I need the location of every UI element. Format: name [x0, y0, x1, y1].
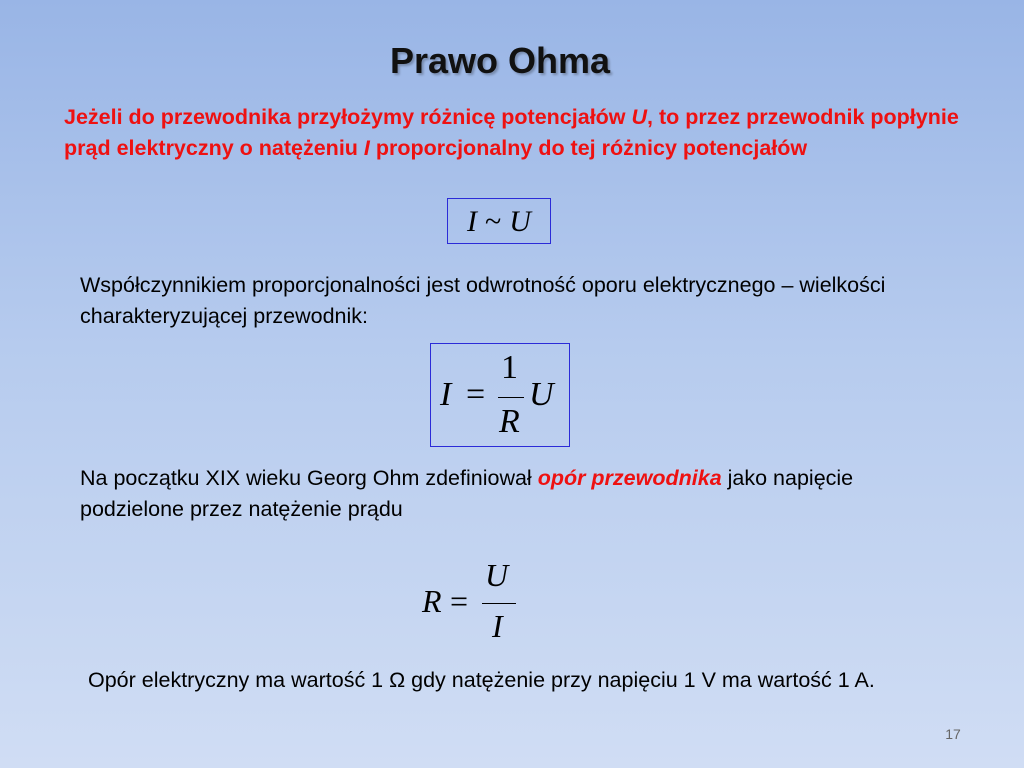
- formula-ohm-denominator: R: [499, 403, 520, 440]
- intro-statement: [64, 102, 964, 164]
- formula-proportional-operator: ~: [485, 205, 502, 238]
- formula-ohm: [430, 343, 570, 447]
- formula-resistance-denominator: I: [492, 608, 503, 644]
- intro-text-3: proporcjonalny do tej różnicy potencjałów: [369, 136, 808, 160]
- formula-ohm-left: I: [440, 376, 452, 413]
- formula-proportional-right: U: [509, 205, 531, 238]
- formula-resistance-left: R: [422, 583, 442, 619]
- formula-ohm-fraction-bar: [498, 397, 524, 398]
- formula-resistance-fraction-bar: [482, 603, 516, 604]
- formula-resistance-numerator: U: [485, 557, 509, 593]
- unit-paragraph: Opór elektryczny ma wartość 1 Ω gdy natężenie przy napięciu 1 V ma wartość 1 A.: [88, 668, 875, 692]
- slide-title: Prawo Ohma: [389, 40, 611, 81]
- history-paragraph: [80, 463, 960, 525]
- intro-var-u: U: [631, 105, 648, 129]
- formula-ohm-numerator: 1: [501, 349, 518, 386]
- history-text-2: jako napięcie podzielone przez natężenie prądu: [80, 466, 854, 521]
- coefficient-paragraph: Współczynnikiem proporcjonalności jest odwrotność oporu elektrycznego – wielkości charakteryzującej przewodnik:: [80, 273, 886, 328]
- formula-proportional-left: I: [467, 205, 478, 238]
- formula-proportional: [447, 198, 551, 244]
- page-number: 17: [945, 726, 961, 742]
- history-highlight: opór przewodnika: [537, 466, 722, 490]
- history-text-1: Na początku XIX wieku Georg Ohm zdefiniował: [80, 466, 538, 490]
- formula-resistance: [420, 557, 530, 652]
- formula-ohm-equals: =: [466, 376, 486, 413]
- intro-text-1: Jeżeli do przewodnika przyłożymy różnicę potencjałów: [64, 105, 632, 129]
- intro-text-2: , to przez przewodnik popłynie prąd elektryczny o natężeniu: [64, 105, 959, 160]
- intro-var-i: I: [363, 136, 370, 160]
- formula-resistance-equals: =: [450, 583, 469, 619]
- formula-ohm-right: U: [529, 376, 554, 413]
